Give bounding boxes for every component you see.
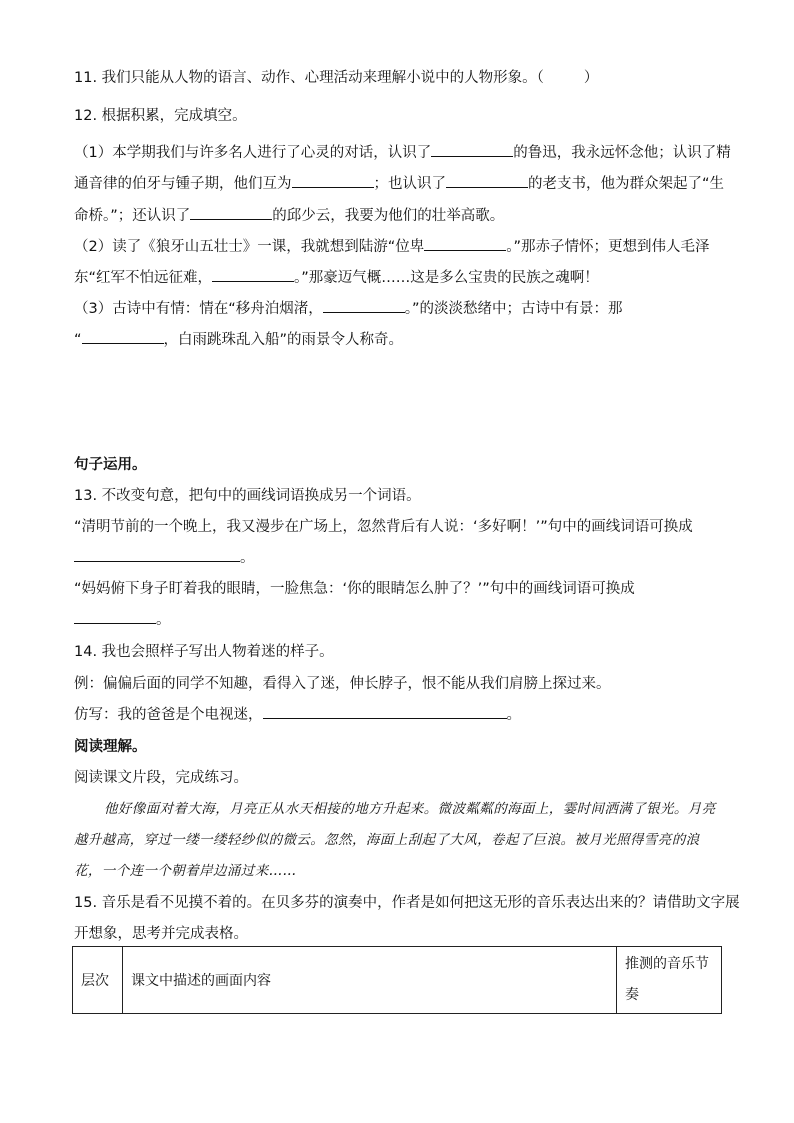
q12-p1-text-f: 命桥。”；还认识了 [74, 208, 191, 224]
q13-answer-1-line [74, 546, 255, 567]
fill-blank[interactable] [424, 236, 506, 251]
table-header-rhythm-line-1: 推测的音乐节 [625, 956, 709, 972]
fill-blank[interactable] [212, 267, 294, 282]
fill-blank[interactable] [74, 609, 156, 624]
q13-sentence-1: “清明节前的一个晚上，我又漫步在广场上，忽然背后有人说：‘多好啊！’”句中的画线词语可换成 [74, 519, 693, 535]
q14-example: 例：偏偏后面的同学不知趣，看得入了迷，伸长脖子，恨不能从我们肩膀上探过来。 [74, 676, 611, 692]
q12-p2-text-c: 东“红军不怕远征难， [74, 270, 213, 286]
q14-imitate-line [74, 703, 521, 724]
question-15-line-2: 开想象，思考并完成表格。 [74, 926, 248, 942]
question-14-title: 14. 我也会照样子写出人物着迷的样子。 [74, 644, 334, 660]
fill-blank[interactable] [263, 704, 507, 719]
q12-p2-line2 [74, 266, 599, 287]
q12-p2-text-d: 。”那豪迈气概……这是多么宝贵的民族之魂啊！ [294, 270, 599, 286]
question-12-title: 12. 根据积累，完成填空。 [74, 108, 247, 124]
q13-answer-2-line [74, 608, 171, 629]
fill-blank[interactable] [292, 173, 374, 188]
q12-p2-line1 [74, 235, 710, 256]
q14-imitate-end: 。 [506, 707, 521, 723]
answer-table [72, 946, 722, 1014]
q12-p2-text-a: （2）读了《狼牙山五壮士》一课，我就想到陆游“位卑 [74, 239, 425, 255]
section-heading-reading: 阅读理解。 [74, 739, 147, 755]
q12-p1-text-b: 的鲁迅，我永远怀念他；认识了精 [513, 145, 731, 161]
q13-end-1: 。 [240, 550, 255, 566]
q12-p1-text-c: 通音律的伯牙与锺子期，他们互为 [74, 176, 292, 192]
q12-p3-text-d: ，白雨跳珠乱入船”的雨景令人称奇。 [163, 332, 404, 348]
q12-p1-line2 [74, 172, 724, 193]
q12-p3-line2 [74, 328, 403, 349]
passage-line-1: 他好像面对着大海，月亮正从水天相接的地方升起来。微波粼粼的海面上，霎时间洒满了银光。月亮 [104, 801, 716, 817]
q13-end-2: 。 [156, 612, 171, 628]
question-15-line-1: 15. 音乐是看不见摸不着的。在贝多芬的演奏中，作者是如何把这无形的音乐表达出来的？请借助文字展 [74, 895, 740, 911]
q12-p3-line1 [74, 297, 623, 318]
q12-p1-line3 [74, 204, 504, 225]
q12-p1-text-d: ；也认识了 [373, 176, 446, 192]
q12-p1-text-a: （1）本学期我们与许多名人进行了心灵的对话，认识了 [74, 145, 432, 161]
question-11 [74, 66, 598, 87]
passage-line-3: 花，一个连一个朝着岸边涌过来…… [74, 863, 297, 879]
fill-blank[interactable] [74, 547, 240, 562]
question-13-title: 13. 不改变句意，把句中的画线词语换成另一个词语。 [74, 488, 421, 504]
fill-blank[interactable] [190, 205, 272, 220]
q12-p1-text-e: 的老支书，他为群众架起了“生 [528, 176, 725, 192]
q12-p1-text-g: 的邱少云，我要为他们的壮举高歌。 [272, 208, 505, 224]
fill-blank[interactable] [446, 173, 528, 188]
section-heading-sentence: 句子运用。 [74, 457, 147, 473]
q12-p3-text-c: “ [74, 332, 82, 348]
table-header-rhythm [617, 947, 722, 1014]
q14-imitate-text: 仿写：我的爸爸是个电视迷， [74, 707, 263, 723]
fill-blank[interactable] [323, 298, 405, 313]
passage-line-2: 越升越高，穿过一缕一缕轻纱似的微云。忽然，海面上刮起了大风，卷起了巨浪。被月光照得雪亮的浪 [74, 832, 700, 848]
table-row [73, 947, 722, 1014]
fill-blank[interactable] [82, 329, 164, 344]
q12-p3-text-b: 。”的淡淡愁绪中；古诗中有景：那 [404, 301, 623, 317]
q12-p1-line1 [74, 141, 731, 162]
table-header-rhythm-line-2: 奏 [625, 987, 639, 1003]
question-11-text: 11. 我们只能从人物的语言、动作、心理活动来理解小说中的人物形象。（ [74, 70, 544, 86]
table-header-layer: 层次 [73, 947, 123, 1014]
q12-p3-text-a: （3）古诗中有情：情在“移舟泊烟渚， [74, 301, 323, 317]
table-header-scene: 课文中描述的画面内容 [123, 947, 617, 1014]
question-11-close: ） [583, 70, 599, 86]
reading-intro: 阅读课文片段，完成练习。 [74, 770, 248, 786]
q13-sentence-2: “妈妈俯下身子盯着我的眼睛，一脸焦急：‘你的眼睛怎么肿了？’”句中的画线词语可换成 [74, 581, 635, 597]
fill-blank[interactable] [431, 142, 513, 157]
q12-p2-text-b: 。”那赤子情怀；更想到伟人毛泽 [506, 239, 710, 255]
